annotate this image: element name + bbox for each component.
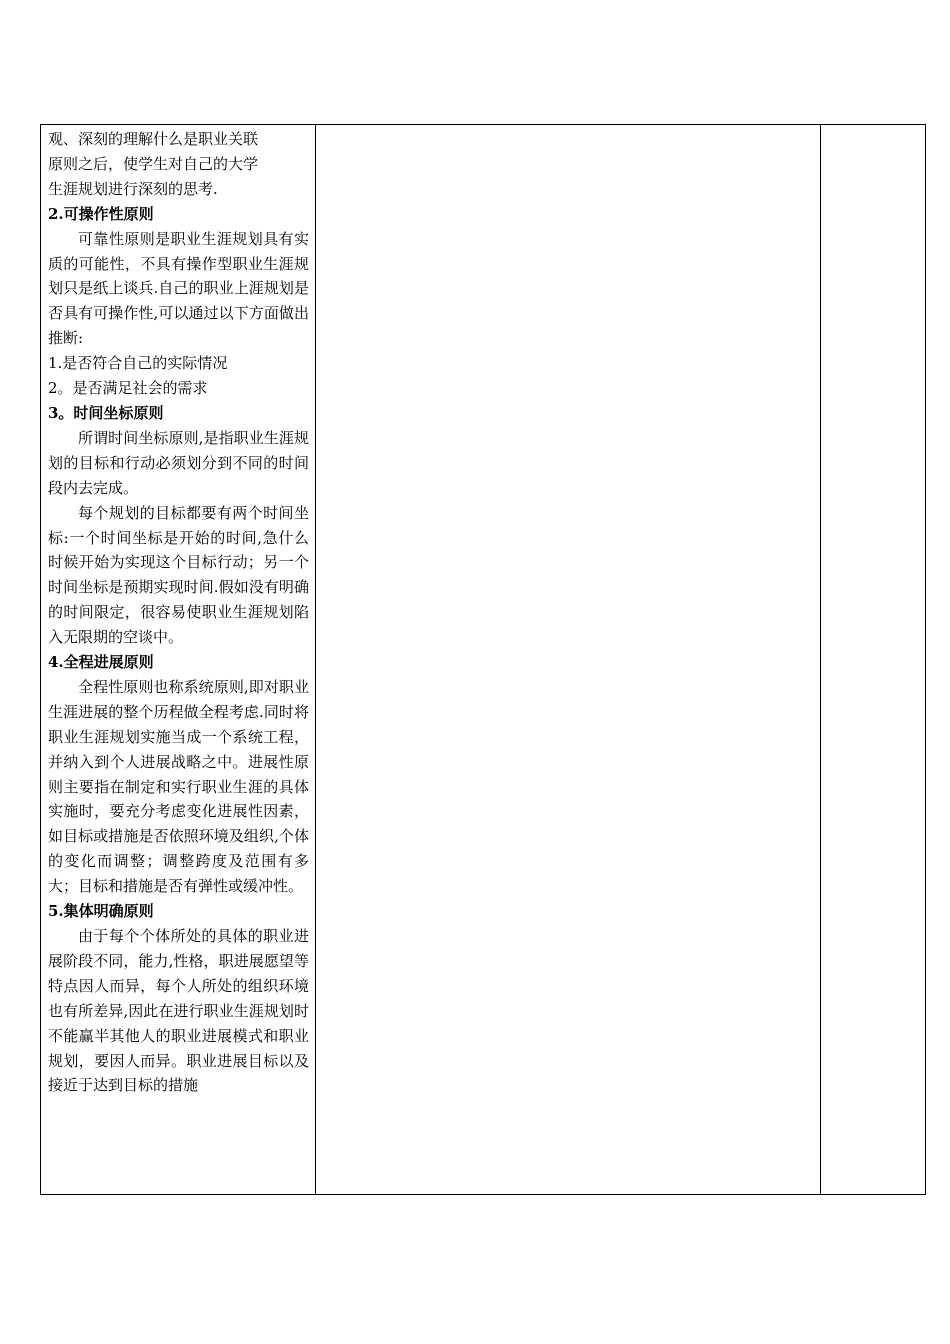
section-5-heading: 5.集体明确原则: [48, 902, 154, 921]
section-2-paragraph: 可靠性原则是职业生涯规划具有实质的可能性，不具有操作型职业生涯规划只是纸上谈兵.自己的职业上涯规划是否具有可操作性,可以通过以下方面做出推断:: [48, 229, 309, 348]
section-4-heading: 4.全程进展原则: [48, 653, 154, 672]
section-2-heading: 2.可操作性原则: [48, 204, 154, 223]
section-3-paragraph-2: 每个规划的目标都要有两个时间坐标:一个时间坐标是开始的时间,急什么时候开始为实现这个目标行动；另一个时间坐标是预期实现时间.假如没有明确的时间限定，很容易使职业生涯规划陷入无限期的空谈中。: [48, 503, 309, 647]
table-row: [41, 125, 926, 1195]
section-2-item-1: 1.是否符合自己的实际情况: [48, 354, 228, 373]
principles-text-cell: [41, 125, 316, 1195]
intro-line-3: 生涯规划进行深刻的思考.: [48, 179, 218, 198]
section-3-heading: 3。时间坐标原则: [48, 403, 164, 422]
empty-right-cell: [821, 125, 926, 1195]
empty-middle-cell: [316, 125, 821, 1195]
section-3-paragraph-1: 所谓时间坐标原则,是指职业生涯规划的目标和行动必须划分到不同的时间段内去完成。: [48, 428, 309, 497]
section-4-paragraph: 全程性原则也称系统原则,即对职业生涯进展的整个历程做全程考虑.同时将职业生涯规划实施当成一个系统工程，并纳入到个人进展战略之中。进展性原则主要指在制定和实行职业生涯的具体实施时，要充分考虑变化进展性因素，如目标或措施是否依照环境及组织,个体的变化而调整；调整跨度及范围有多大；目标和措施是否有弹性或缓冲性。: [48, 677, 309, 896]
content-table: [40, 124, 926, 1195]
section-5-paragraph: 由于每个个体所处的具体的职业进展阶段不同，能力,性格，职进展愿望等特点因人而异，每个人所处的组织环境也有所差异,因此在进行职业生涯规划时不能赢半其他人的职业进展模式和职业规划，要因人而异。职业进展目标以及接近于达到目标的措施: [48, 927, 309, 1095]
intro-line-1: 观、深刻的理解什么是职业关联: [48, 130, 259, 148]
section-2-item-2: 2。是否满足社会的需求: [48, 379, 208, 398]
intro-line-2: 原则之后，使学生对自己的大学: [48, 154, 259, 173]
